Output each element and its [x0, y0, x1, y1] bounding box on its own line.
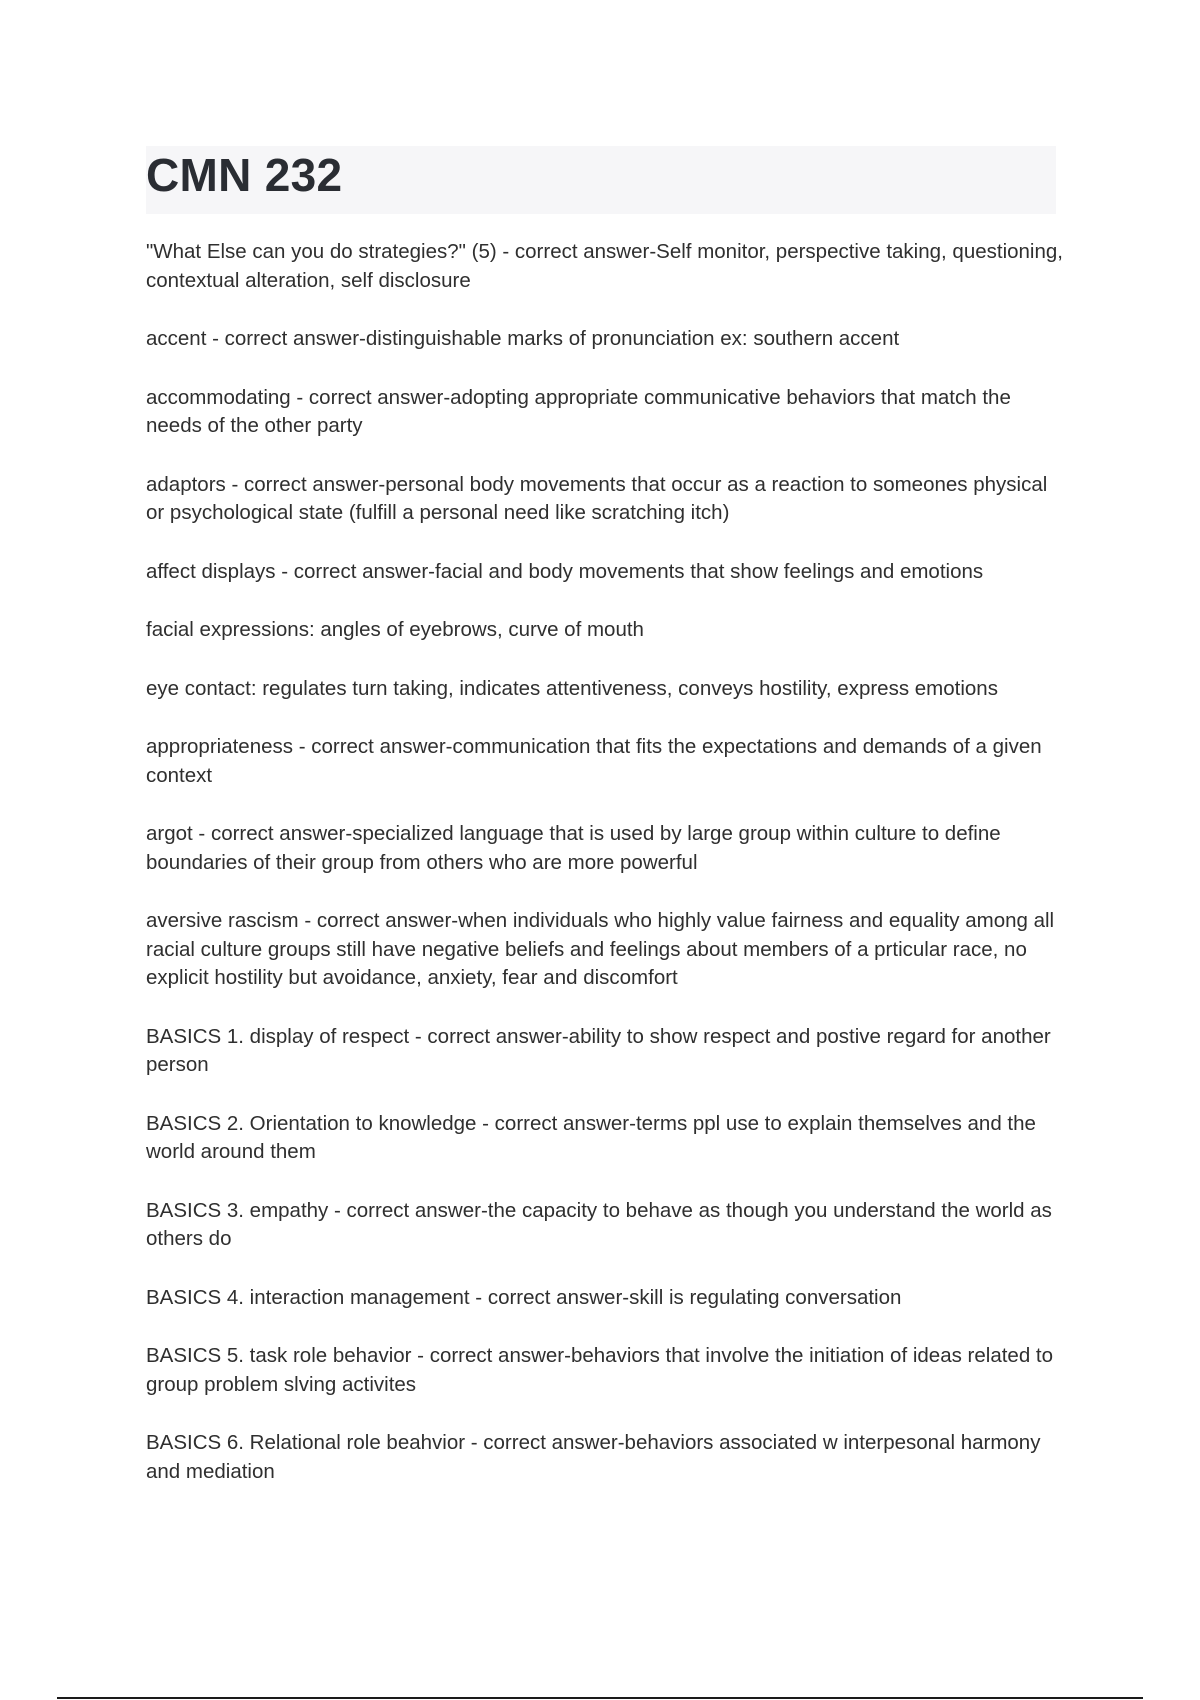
flashcard-entry: BASICS 1. display of respect - correct answer-ability to show respect and postive regard for another person	[146, 1024, 1051, 1076]
flashcard-entry: BASICS 6. Relational role beahvior - correct answer-behaviors associated w interpesonal harmony and mediation	[146, 1431, 1041, 1483]
flashcard-entry: accommodating - correct answer-adopting appropriate communicative behaviors that match the needs of the other party	[146, 385, 1011, 437]
flashcard-entry: BASICS 4. interaction management - correct answer-skill is regulating conversation	[146, 1285, 902, 1309]
flashcard-entry: BASICS 2. Orientation to knowledge - correct answer-terms ppl use to explain themselves and the world around them	[146, 1111, 1036, 1163]
page-title: CMN 232	[146, 149, 343, 201]
flashcard-entry: appropriateness - correct answer-communication that fits the expectations and demands of a given context	[146, 735, 1042, 787]
flashcard-entry: aversive rascism - correct answer-when individuals who highly value fairness and equality among all racial culture groups still have negative beliefs and feelings about members of a prticular race, no explicit hostility but avoidance, anxiety, fear and discomfort	[146, 909, 1055, 989]
title-banner	[146, 146, 1056, 214]
flashcard-list	[146, 238, 1066, 1516]
flashcard-entry: accent - correct answer-distinguishable marks of pronunciation ex: southern accent	[146, 327, 900, 350]
flashcard-entry: eye contact: regulates turn taking, indicates attentiveness, conveys hostility, express emotions	[146, 676, 998, 700]
flashcard-entry: argot - correct answer-specialized language that is used by large group within culture to define boundaries of their group from others who are more powerful	[146, 822, 1001, 874]
flashcard-entry: facial expressions: angles of eyebrows, curve of mouth	[146, 618, 644, 641]
page-bottom-divider	[57, 1697, 1143, 1699]
flashcard-entry: BASICS 3. empathy - correct answer-the capacity to behave as though you understand the world as others do	[146, 1198, 1052, 1250]
flashcard-entry: BASICS 5. task role behavior - correct answer-behaviors that involve the initiation of ideas related to group problem slving activites	[146, 1344, 1054, 1396]
flashcard-entry: adaptors - correct answer-personal body movements that occur as a reaction to someones physical or psychological state (fulfill a personal need like scratching itch)	[146, 472, 1048, 524]
flashcard-entry: affect displays - correct answer-facial and body movements that show feelings and emotions	[146, 559, 984, 583]
flashcard-entry: "What Else can you do strategies?" (5) - correct answer-Self monitor, perspective taking, questioning, contextual alteration, self disclosure	[146, 240, 1063, 292]
